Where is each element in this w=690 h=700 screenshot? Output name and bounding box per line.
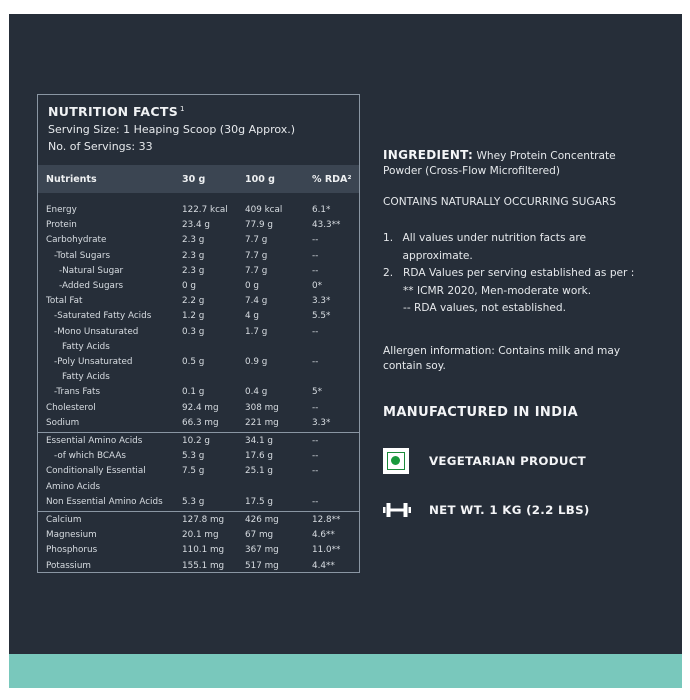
table-row [38, 218, 359, 233]
info-column [383, 148, 653, 518]
nutrient-name: Amino Acids [46, 481, 101, 492]
value-30g: 122.7 kcal [182, 205, 228, 215]
nutrient-name: Fatty Acids [62, 372, 110, 383]
nutrient-name: -Trans Fats [54, 387, 101, 398]
table-row [38, 449, 359, 464]
table-row [38, 416, 359, 431]
value-rda [312, 340, 357, 355]
footnote-1-number: 1. [383, 232, 394, 244]
nutrient-name: -Total Sugars [54, 250, 111, 261]
allergen-info: Allergen information: Contains milk and may contain soy. [383, 344, 621, 372]
table-row [38, 511, 359, 528]
table-row [38, 355, 359, 370]
nutrient-name: Carbohydrate [46, 235, 107, 246]
nutrition-table-body [38, 203, 359, 574]
value-100g [245, 370, 312, 385]
value-rda: -- [312, 250, 319, 261]
nutrition-header [38, 95, 359, 165]
value-30g: 0.5 g [182, 357, 205, 368]
table-row [38, 203, 359, 218]
table-row [38, 559, 359, 574]
nutrient-name: Sodium [46, 417, 80, 428]
footnote-2: RDA Values per serving established as per : [403, 267, 635, 279]
value-30g: 10.2 g [182, 436, 210, 447]
value-30g: 110.1 mg [182, 545, 225, 556]
value-rda: -- [312, 466, 319, 477]
value-100g: 1.7 g [245, 326, 268, 337]
nutrient-name: Cholesterol [46, 402, 96, 413]
value-30g [182, 480, 245, 495]
table-row [38, 279, 359, 294]
value-rda: 4.4** [312, 560, 335, 571]
value-100g: 221 mg [245, 417, 279, 428]
value-rda: 12.8** [312, 515, 341, 526]
value-rda: -- [312, 436, 319, 447]
value-100g: 17.6 g [245, 451, 273, 462]
nutrient-name: Conditionally Essential [46, 466, 146, 477]
value-30g [182, 340, 245, 355]
value-rda: 3.3* [312, 296, 331, 307]
ingredient-text: Whey Protein Concentrate Powder (Cross-Flow Microfiltered) [383, 150, 616, 177]
value-100g: 7.7 g [245, 265, 268, 276]
serving-size: Serving Size: 1 Heaping Scoop (30g Approx.) [48, 123, 296, 136]
table-row [38, 294, 359, 309]
value-rda: -- [312, 402, 319, 413]
nutrient-name: -Poly Unsaturated [54, 357, 133, 368]
nutrient-name: -Added Sugars [59, 281, 124, 292]
value-rda: 5* [312, 387, 322, 398]
nutrition-table-header [38, 165, 359, 193]
value-rda [312, 480, 357, 495]
value-rda: 11.0** [312, 545, 341, 556]
table-row [38, 249, 359, 264]
nutrition-title-footnote: 1 [180, 104, 185, 113]
nutrient-name: Total Fat [46, 296, 83, 307]
manufactured-in: MANUFACTURED IN INDIA [383, 404, 579, 420]
value-30g: 155.1 mg [182, 560, 225, 571]
value-100g: 77.9 g [245, 220, 273, 231]
value-100g: 17.5 g [245, 496, 273, 507]
value-rda: 5.5* [312, 311, 331, 322]
value-30g: 127.8 mg [182, 515, 225, 526]
value-rda: 3.3* [312, 417, 331, 428]
nutrient-name: -Saturated Fatty Acids [54, 311, 152, 322]
value-100g: 7.4 g [245, 296, 268, 307]
nutrient-name: Potassium [46, 560, 91, 571]
value-30g: 23.4 g [182, 220, 210, 231]
value-30g: 2.2 g [182, 296, 205, 307]
accent-strip [9, 654, 682, 688]
vegetarian-text: VEGETARIAN PRODUCT [429, 453, 587, 468]
table-row [38, 464, 359, 479]
ingredient-statement [383, 148, 653, 179]
net-weight-text: NET WT. 1 KG (2.2 LBS) [429, 502, 590, 517]
nutrition-title [48, 104, 349, 119]
value-100g: 426 mg [245, 515, 279, 526]
value-30g: 0.1 g [182, 387, 205, 398]
nutrient-name: Magnesium [46, 530, 97, 541]
header-nutrients: Nutrients [46, 173, 97, 185]
nutrient-name: Calcium [46, 515, 82, 526]
nutrient-name: Non Essential Amino Acids [46, 496, 163, 507]
value-100g: 67 mg [245, 530, 274, 541]
sugars-note: CONTAINS NATURALLY OCCURRING SUGARS [383, 196, 616, 208]
table-row [38, 309, 359, 324]
value-rda: -- [312, 235, 319, 246]
header-30g: 30 g [182, 173, 206, 185]
header-100g: 100 g [245, 173, 275, 185]
value-100g: 409 kcal [245, 205, 283, 215]
header-rda: % RDA² [312, 173, 352, 185]
value-rda: -- [312, 326, 319, 337]
nutrient-name: Essential Amino Acids [46, 436, 143, 447]
value-100g: 517 mg [245, 560, 279, 571]
value-rda: -- [312, 265, 319, 276]
value-100g: 308 mg [245, 402, 279, 413]
footnote-2b: -- RDA values, not established. [403, 302, 567, 314]
value-100g: 7.7 g [245, 235, 268, 246]
value-rda: -- [312, 357, 319, 368]
value-30g: 92.4 mg [182, 402, 219, 413]
value-100g: 367 mg [245, 545, 279, 556]
vegetarian-badge [383, 448, 653, 474]
value-30g: 20.1 mg [182, 530, 219, 541]
value-30g: 2.3 g [182, 265, 205, 276]
value-rda: 0* [312, 281, 322, 292]
value-30g: 66.3 mg [182, 417, 219, 428]
ingredient-label: INGREDIENT: [383, 148, 474, 162]
value-30g: 7.5 g [182, 466, 205, 477]
value-rda [312, 370, 357, 385]
footnotes [383, 230, 653, 318]
dumbbell-icon [383, 502, 411, 518]
servings-count: No. of Servings: 33 [48, 140, 153, 153]
value-30g: 5.3 g [182, 496, 205, 507]
nutrient-name: Energy [46, 205, 77, 215]
table-row [38, 325, 359, 340]
table-row [38, 543, 359, 558]
table-row [38, 385, 359, 400]
nutrient-name: -of which BCAAs [54, 451, 126, 462]
value-100g: 0.4 g [245, 387, 268, 398]
table-row [38, 528, 359, 543]
value-30g: 5.3 g [182, 451, 205, 462]
table-row [38, 340, 359, 355]
nutrient-name: Fatty Acids [62, 341, 110, 352]
nutrient-name: -Natural Sugar [59, 265, 124, 276]
value-rda: 43.3** [312, 220, 341, 231]
table-row [38, 480, 359, 495]
value-30g: 2.3 g [182, 235, 205, 246]
net-weight [383, 502, 653, 518]
value-30g: 1.2 g [182, 311, 205, 322]
value-100g: 0.9 g [245, 357, 268, 368]
value-30g [182, 370, 245, 385]
nutrient-name: -Mono Unsaturated [54, 326, 139, 337]
nutrient-name: Protein [46, 220, 77, 231]
value-rda: 6.1* [312, 205, 331, 215]
table-row [38, 370, 359, 385]
nutrition-title-text: NUTRITION FACTS [48, 104, 179, 119]
value-30g: 0.3 g [182, 326, 205, 337]
value-rda: -- [312, 451, 319, 462]
vegetarian-mark-icon [383, 448, 409, 474]
value-100g: 7.7 g [245, 250, 268, 261]
value-rda: -- [312, 496, 319, 507]
value-100g: 0 g [245, 281, 259, 292]
table-row [38, 233, 359, 248]
table-row [38, 401, 359, 416]
footnote-2a: ** ICMR 2020, Men-moderate work. [403, 284, 592, 297]
table-row [38, 264, 359, 279]
table-row [38, 432, 359, 449]
nutrition-facts-box [37, 94, 360, 573]
value-100g: 34.1 g [245, 436, 273, 447]
value-100g [245, 480, 312, 495]
footnote-1: All values under nutrition facts are approximate. [402, 232, 586, 262]
nutrient-name: Phosphorus [46, 545, 98, 556]
table-row [38, 495, 359, 510]
value-30g: 0 g [182, 281, 196, 292]
value-100g [245, 340, 312, 355]
footnote-2-number: 2. [383, 267, 394, 279]
value-30g: 2.3 g [182, 250, 205, 261]
value-100g: 25.1 g [245, 466, 273, 477]
value-rda: 4.6** [312, 530, 335, 541]
value-100g: 4 g [245, 311, 259, 322]
